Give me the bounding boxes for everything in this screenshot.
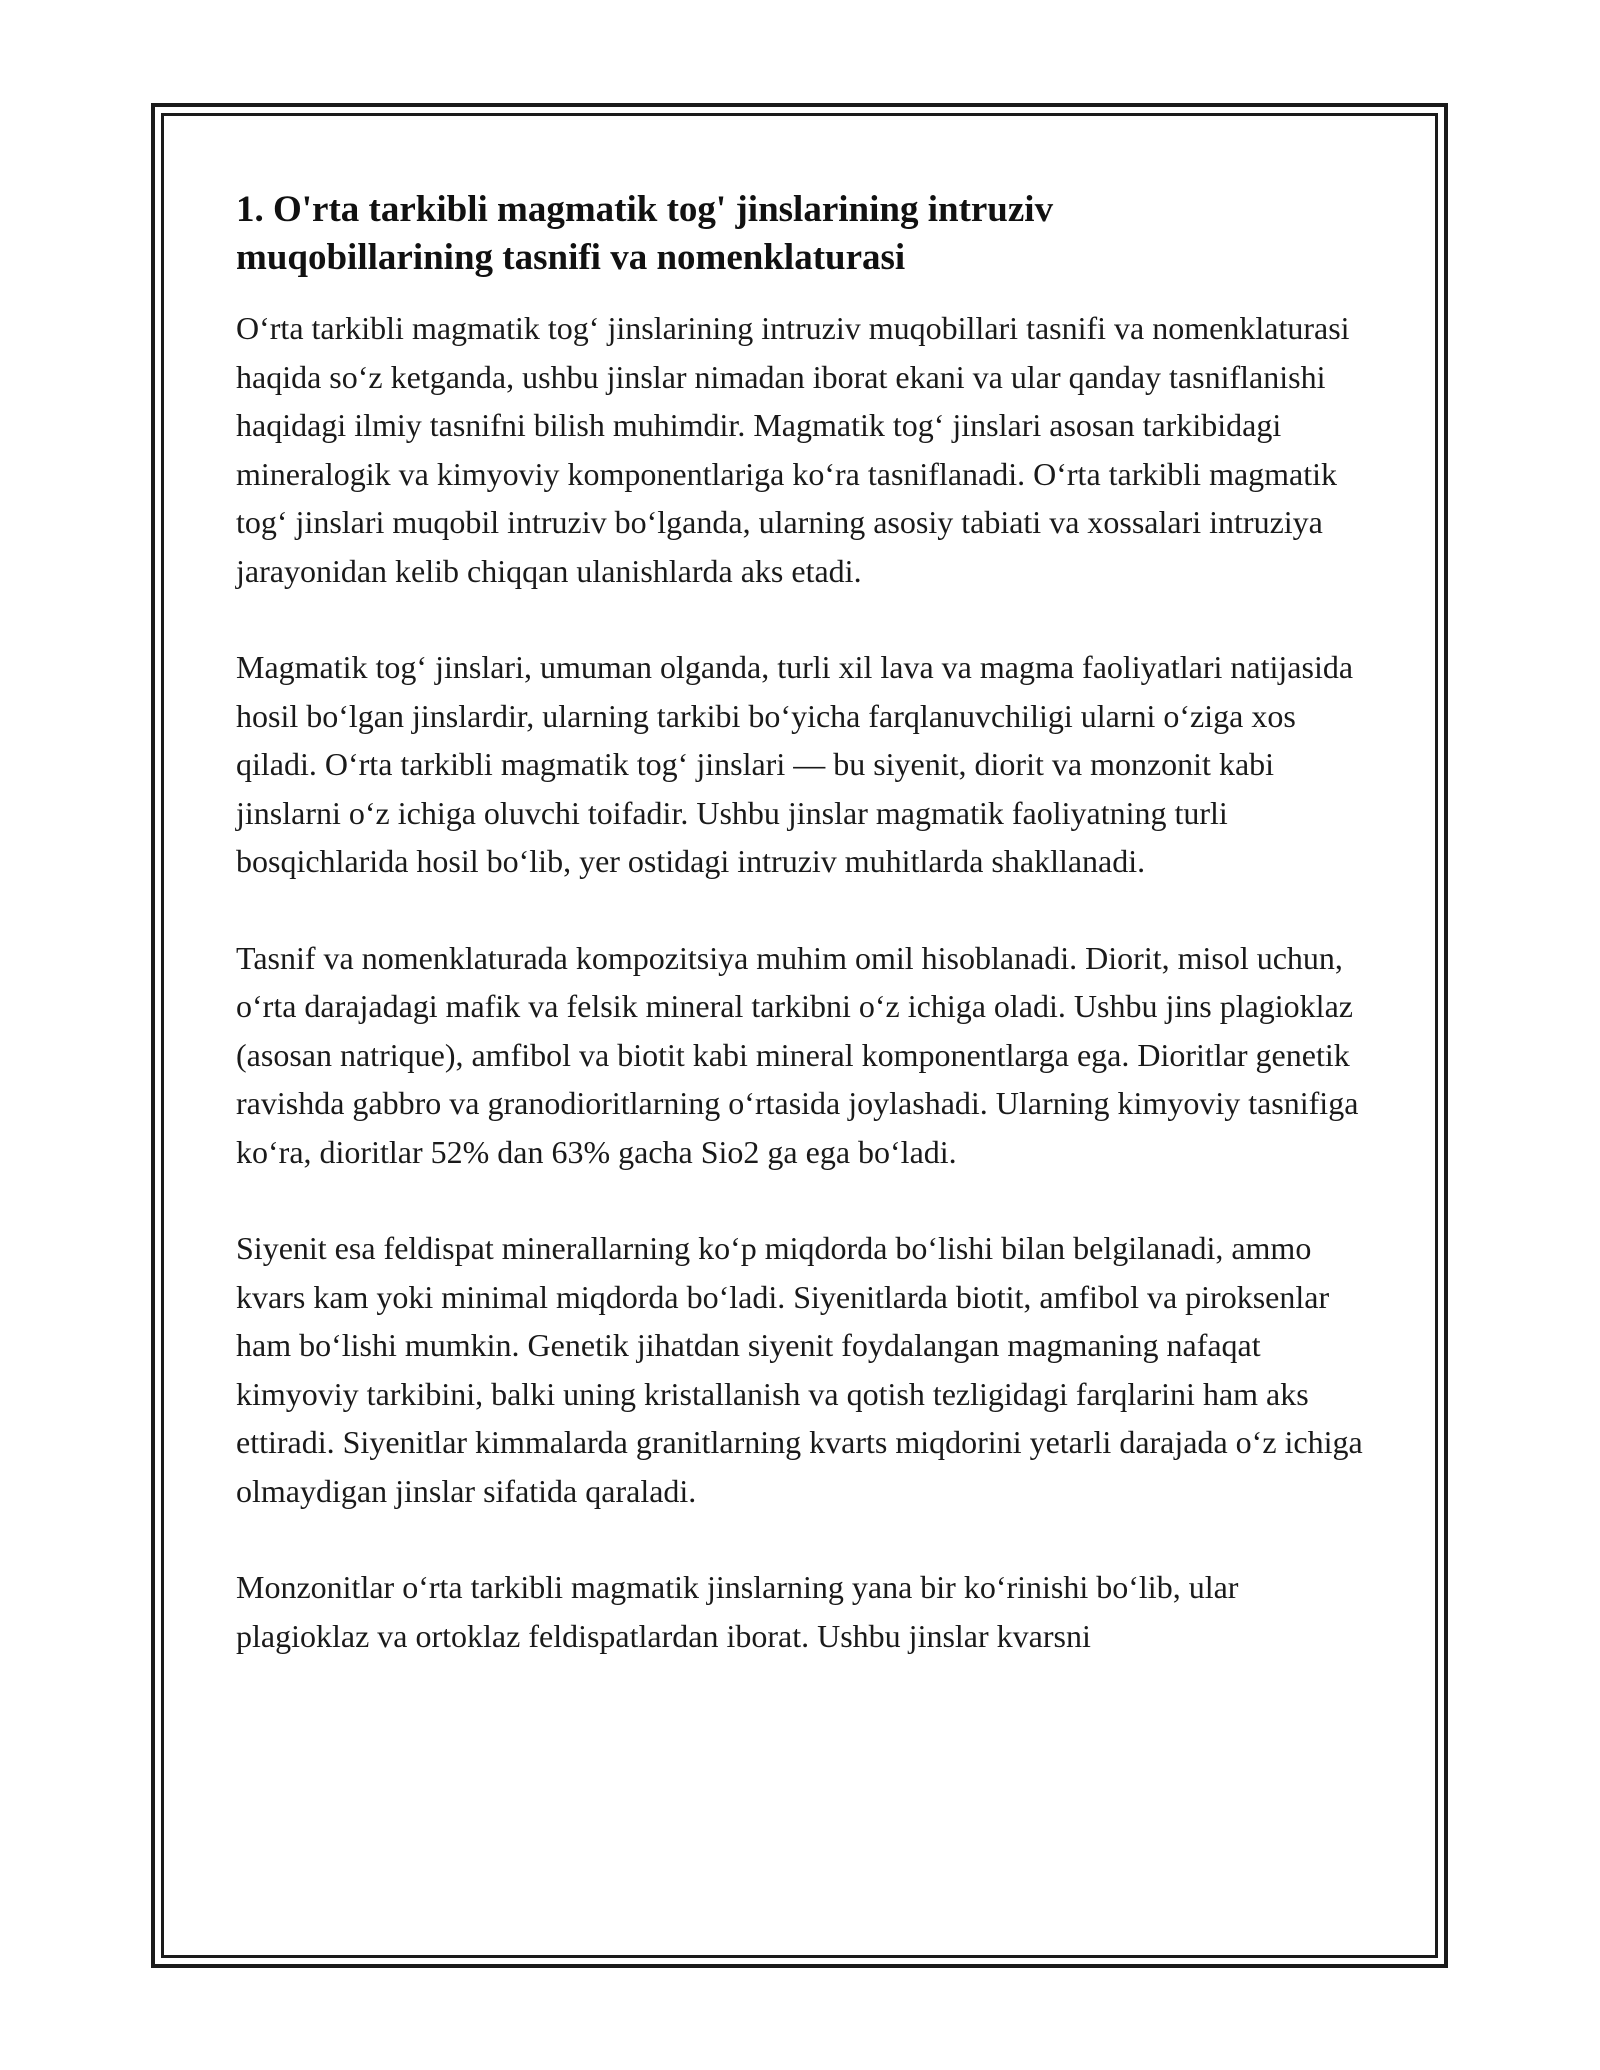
paragraph-5: Monzonitlar oʻrta tarkibli magmatik jinslarning yana bir koʻrinishi boʻlib, ular plagioklaz va ortoklaz feldispatlardan iborat. Ushbu jinslar kvarsni [236, 1569, 1239, 1654]
paragraph-3: Tasnif va nomenklaturada kompozitsiya muhim omil hisoblanadi. Diorit, misol uchun, oʻrta darajadagi mafik va felsik mineral tarkibni oʻz ichiga oladi. Ushbu jins plagioklaz (asosan natrique), amfibol va biotit kabi mineral komponentlarga ega. Dioritlar genetik ravishda gabbro va granodioritlarning oʻrtasida joylashadi. Ularning kimyoviy tasnifiga koʻra, dioritlar 52% dan 63% gacha Sio2 ga ega boʻladi. [236, 939, 1359, 1170]
section-heading-line-2: muqobillarining tasnifi va nomenklaturasi [236, 237, 906, 278]
section-heading [236, 186, 1376, 282]
paragraph-2: Magmatik togʻ jinslari, umuman olganda, turli xil lava va magma faoliyatlari natijasida hosil boʻlgan jinslardir, ularning tarkibi boʻyicha farqlanuvchiligi ularni oʻziga xos qiladi. Oʻrta tarkibli magmatik togʻ jinslari — bu siyenit, diorit va monzonit kabi jinslarni oʻz ichiga oluvchi toifadir. Ushbu jinslar magmatik faoliyatning turli bosqichlarida hosil boʻlib, yer ostidagi intruziv muhitlarda shakllanadi. [236, 649, 1354, 879]
document-body [236, 186, 1376, 1708]
paragraph-4: Siyenit esa feldispat minerallarning koʻp miqdorda boʻlishi bilan belgilanadi, ammo kvars kam yoki minimal miqdorda boʻladi. Siyenitlarda biotit, amfibol va piroksenlar ham boʻlishi mumkin. Genetik jihatdan siyenit foydalangan magmaning nafaqat kimyoviy tarkibini, balki uning kristallanish va qotish tezligidagi farqlarini ham aks ettiradi. Siyenitlar kimmalarda granitlarning kvarts miqdorini yetarli darajada oʻz ichiga olmaydigan jinslar sifatida qaraladi. [236, 1230, 1363, 1509]
paragraph-1: Oʻrta tarkibli magmatik togʻ jinslarining intruziv muqobillari tasnifi va nomenklaturasi haqida soʻz ketganda, ushbu jinslar nimadan iborat ekani va ular qanday tasniflanishi haqidagi ilmiy tasnifni bilish muhimdir. Magmatik togʻ jinslari asosan tarkibidagi mineralogik va kimyoviy komponentlariga koʻra tasniflanadi. Oʻrta tarkibli magmatik togʻ jinslari muqobil intruziv boʻlganda, ularning asosiy tabiati va xossalari intruziya jarayonidan kelib chiqqan ulanishlarda aks etadi. [236, 310, 1350, 589]
section-heading-line-1: 1. O'rta tarkibli magmatik tog' jinslarining intruziv [236, 189, 1054, 230]
